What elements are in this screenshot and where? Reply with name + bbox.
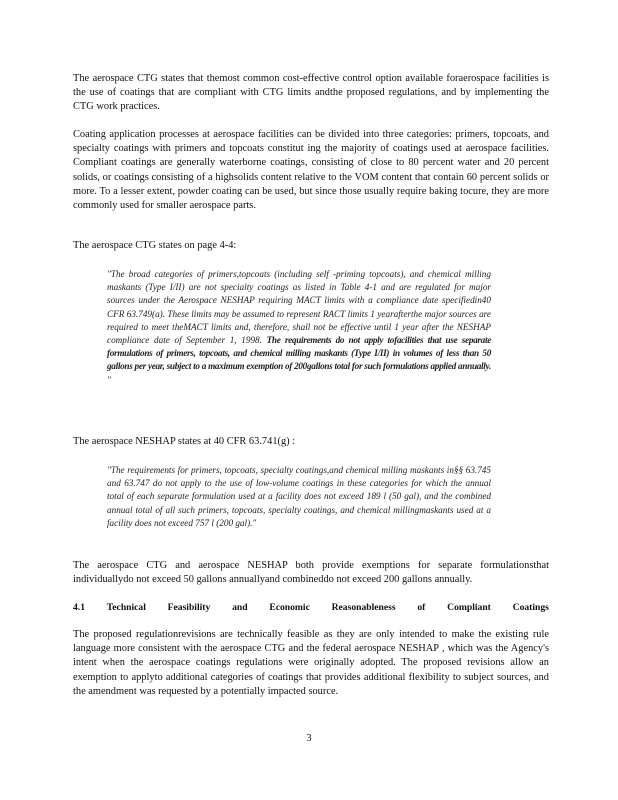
heading-number: 4.1 — [73, 602, 85, 613]
block-quote-ctg — [107, 268, 491, 387]
heading-word: of — [417, 602, 426, 613]
heading-word: Feasibility — [167, 602, 211, 613]
heading-word: Technical — [106, 602, 146, 613]
heading-word: and — [232, 602, 248, 613]
paragraph-technical-feasibility: The proposed regulationrevisions are technically feasible as they are only intended to make the existing rule language more consistent with the aerospace CTG and the federal aerospace NESHAP , which was the Agency's intent when the aerospace coatings regulations were originally adopted. The proposed revisions allow an exemption to applyto additional categories of coatings that provides additional flexibility to subject sources, and the amendment was requested by a potentially impacted source. — [73, 629, 549, 697]
quote-ctg-close: " — [107, 374, 111, 385]
paragraph-exemptions: The aerospace CTG and aerospace NESHAP both provide exemptions for separate formulationsthat individuallydo not exceed 50 gallons annuallyand combineddo not exceed 200 gallons annually. — [73, 560, 549, 586]
page-number: 3 — [306, 733, 312, 744]
paragraph-ctg-control-option: The aerospace CTG states that themost common cost-effective control option available foraerospace facilities is the use of coatings that are compliant with CTG limits andthe proposed regulations, and by implementing the CTG work practices. — [73, 73, 549, 113]
heading-word: Economic — [269, 602, 310, 613]
quote-ctg-text: "The broad categories of primers,topcoats (including self -priming topcoats), and chemical milling maskants (Type I/II) are not specialty coatings as listed in Table 4-1 and are regulated for major sources under the Aerospace NESHAP requiring MACT limits with a compliance date specifiedin40 CFR 63.749(a). These limits may be assumed to represent RACT limits 1 yearafterthe major sources are required to meet theMACT limits and, therefore, shall not be effective until 1 year after the NESHAP compliance date of September 1, 1998. — [107, 269, 491, 346]
paragraph-neshap-intro: The aerospace NESHAP states at 40 CFR 63.741(g) : — [73, 436, 296, 447]
heading-word: Compliant — [447, 602, 491, 613]
paragraph-coating-categories: Coating application processes at aerospace facilities can be divided into three categories: primers, topcoats, and specialty coatings with primers and topcoats constitut ing the majority of coatings used at aerospace facilities. Compliant coatings are generally waterborne coatings, consisting of close to 80 percent water and 20 percent solids, or coatings consisting of a highsolids content relative to the VOM content that contain 60 percent solids or more. To a lesser extent, powder coating can be used, but since those usually require baking tocure, they are more commonly used for smaller aerospace parts. — [73, 129, 549, 212]
block-quote-neshap: "The requirements for primers, topcoats, specialty coatings,and chemical milling maskants in§§ 63.745 and 63.747 do not apply to the use of low-volume coatings in these categories for which the annual total of each separate formulation used at a facility does not exceed 189 l (50 gal), and the combined annual total of all such primers, topcoats, specialty coatings, and chemical millingmaskants used at a facility does not exceed 757 l (200 gal)." — [107, 465, 491, 528]
quote-ctg-emphasis: The requirements do not apply tofacilities that use separate formulations of primers, topcoats, and chemical milling maskants (Type I/II) in volumes of less than 50 gallons per year, subject to a maximum exemption of 200gallons total for such formulations applied annually. — [107, 335, 492, 372]
section-heading-4-1 — [73, 602, 549, 613]
paragraph-ctg-page-4-4-intro: The aerospace CTG states on page 4-4: — [73, 240, 237, 251]
heading-word: Coatings — [512, 602, 549, 613]
heading-word: Reasonableness — [331, 602, 396, 613]
